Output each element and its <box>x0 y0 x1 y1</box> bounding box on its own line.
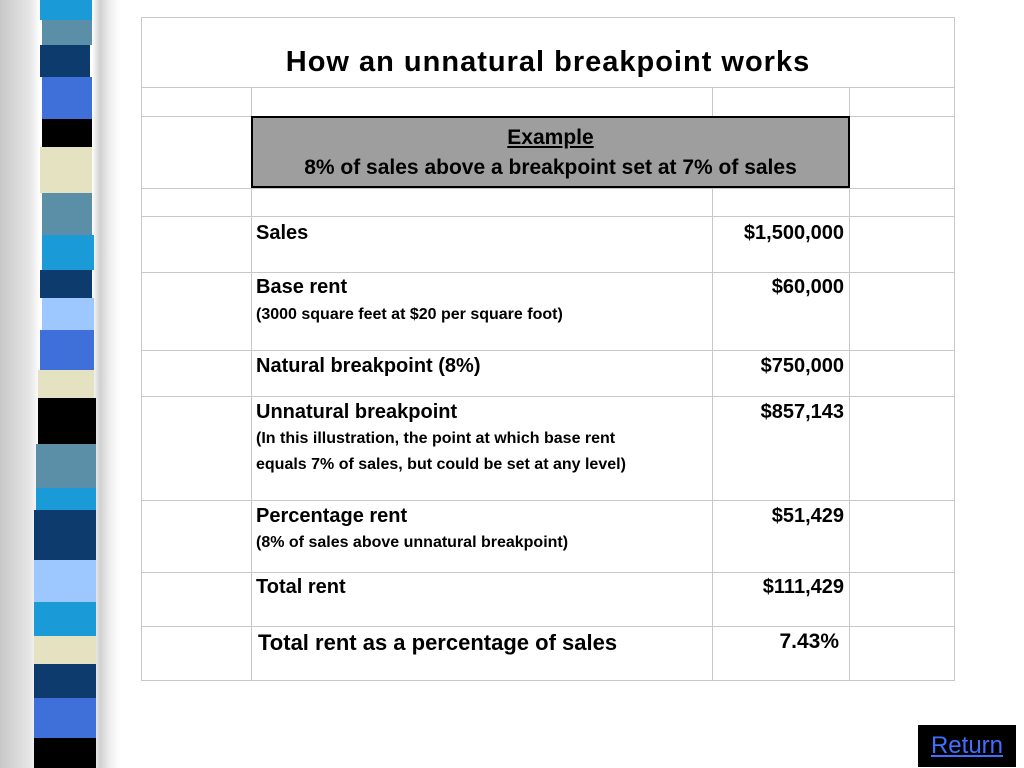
row-note-unnatural-breakpoint-line2: equals 7% of sales, but could be set at any level) <box>256 456 626 473</box>
stripe-band <box>40 147 92 193</box>
grid-line <box>142 272 954 273</box>
breakpoint-table <box>141 17 955 681</box>
stripe-band <box>42 77 92 119</box>
row-label-base-rent: Base rent <box>256 276 348 298</box>
example-box <box>251 116 850 188</box>
stripe-band <box>34 698 96 738</box>
stripe-band <box>42 298 94 330</box>
stripe-band <box>42 235 94 270</box>
row-note-base-rent: (3000 square feet at $20 per square foot) <box>256 306 563 323</box>
stripe-band <box>42 20 92 45</box>
stripe-band <box>38 370 94 398</box>
example-heading: Example <box>507 126 594 149</box>
stripe-band <box>42 193 92 235</box>
stripe-band <box>38 398 96 444</box>
row-label-natural-breakpoint: Natural breakpoint (8%) <box>256 355 481 377</box>
row-label-total-rent-percentage: Total rent as a percentage of sales <box>258 630 618 655</box>
page-title: How an unnatural breakpoint works <box>285 46 811 78</box>
stripe-band <box>34 602 96 636</box>
row-value-unnatural-breakpoint: $857,143 <box>760 401 844 423</box>
grid-line <box>142 216 954 217</box>
stripe-band <box>42 119 92 147</box>
row-value-total-rent-percentage: 7.43% <box>779 630 839 653</box>
decorative-stripe-strip <box>0 0 120 768</box>
stripe-band <box>40 270 92 298</box>
stripe-band <box>40 0 92 20</box>
row-label-unnatural-breakpoint: Unnatural breakpoint <box>256 401 458 423</box>
row-note-percentage-rent: (8% of sales above unnatural breakpoint) <box>256 534 569 551</box>
grid-line <box>142 188 954 189</box>
stripe-band <box>34 510 96 560</box>
row-label-sales: Sales <box>256 222 309 244</box>
stripe-band <box>34 560 96 602</box>
row-value-natural-breakpoint: $750,000 <box>760 355 844 377</box>
row-value-percentage-rent: $51,429 <box>771 505 844 527</box>
grid-line <box>142 626 954 627</box>
grid-line <box>142 350 954 351</box>
grid-line <box>142 500 954 501</box>
row-note-unnatural-breakpoint: (In this illustration, the point at which base rent <box>256 430 616 447</box>
stripe-band <box>36 488 96 510</box>
row-value-base-rent: $60,000 <box>771 276 844 298</box>
grid-line <box>142 572 954 573</box>
example-description: 8% of sales above a breakpoint set at 7% of sales <box>304 156 797 179</box>
stripe-band <box>40 330 94 370</box>
stripe-band <box>34 738 96 768</box>
row-value-sales: $1,500,000 <box>743 222 844 244</box>
grid-line <box>142 396 954 397</box>
row-label-total-rent: Total rent <box>256 576 346 598</box>
stripe-band <box>40 45 90 77</box>
grid-line <box>142 87 954 88</box>
row-value-total-rent: $111,429 <box>762 576 844 598</box>
return-button[interactable]: Return <box>918 725 1016 767</box>
stripe-band <box>34 636 96 664</box>
stripe-band <box>36 444 96 488</box>
stripe-band <box>34 664 96 698</box>
row-label-percentage-rent: Percentage rent <box>256 505 408 527</box>
